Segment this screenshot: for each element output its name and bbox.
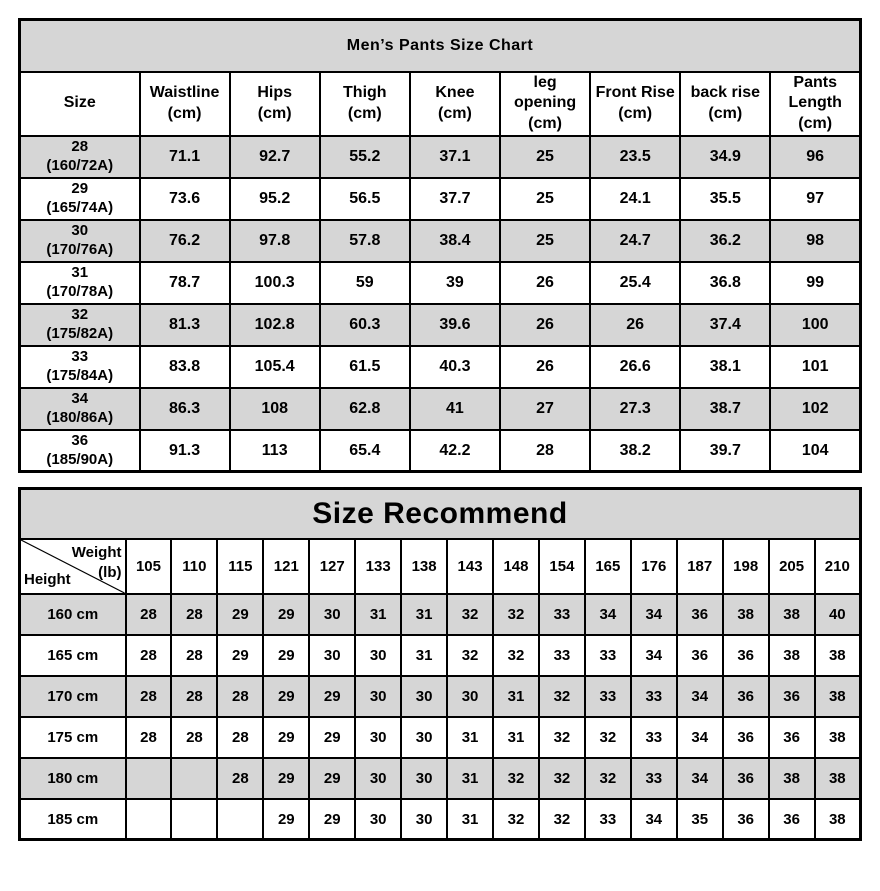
recommend-size-cell: 30 <box>355 676 401 717</box>
recommend-size-cell: 40 <box>815 594 861 635</box>
measurement-cell: 26 <box>500 304 590 346</box>
recommend-size-cell <box>217 799 263 840</box>
measurement-cell: 98 <box>770 220 860 262</box>
height-cell: 165 cm <box>20 635 126 676</box>
recommend-size-cell: 36 <box>723 717 769 758</box>
measurement-cell: 34.9 <box>680 136 770 178</box>
recommend-size-cell: 32 <box>493 635 539 676</box>
weight-header-cell: 165 <box>585 539 631 594</box>
recommend-size-cell: 33 <box>585 676 631 717</box>
measurement-cell: 35.5 <box>680 178 770 220</box>
weight-header-cell: 205 <box>769 539 815 594</box>
measurement-cell: 61.5 <box>320 346 410 388</box>
recommend-size-cell: 28 <box>217 676 263 717</box>
size-label: 31 <box>71 264 89 282</box>
height-axis-label: Height <box>24 570 71 588</box>
measurement-cell: 71.1 <box>140 136 230 178</box>
recommend-size-cell: 32 <box>493 799 539 840</box>
recommend-size-cell: 29 <box>309 717 355 758</box>
measurement-cell: 108 <box>230 388 320 430</box>
recommend-size-cell: 32 <box>493 594 539 635</box>
weight-label-text: Weight <box>71 543 122 561</box>
recommend-size-cell: 36 <box>769 676 815 717</box>
weight-header-cell: 110 <box>171 539 217 594</box>
column-header <box>590 72 680 136</box>
weight-axis-label <box>72 543 122 584</box>
recommend-size-cell: 30 <box>309 635 355 676</box>
measurement-cell: 36.2 <box>680 220 770 262</box>
measurement-cell: 38.1 <box>680 346 770 388</box>
column-label: leg opening <box>513 73 577 112</box>
measurement-cell: 104 <box>770 430 860 472</box>
fit-label: (175/82A) <box>46 324 114 342</box>
column-label: Waistline <box>149 83 220 101</box>
recommend-size-cell: 28 <box>217 717 263 758</box>
column-label: Front Rise <box>595 83 675 101</box>
size-cell <box>20 388 140 430</box>
fit-label: (160/72A) <box>46 156 114 174</box>
measurement-cell: 26 <box>590 304 680 346</box>
recommend-size-cell: 29 <box>217 594 263 635</box>
measurement-cell: 26 <box>500 262 590 304</box>
measurement-cell: 105.4 <box>230 346 320 388</box>
measurement-cell: 23.5 <box>590 136 680 178</box>
weight-unit-text: (lb) <box>98 564 122 582</box>
recommend-size-cell: 30 <box>401 799 447 840</box>
recommend-size-cell <box>171 799 217 840</box>
size-chart-row <box>20 430 861 472</box>
weight-header-cell: 115 <box>217 539 263 594</box>
recommend-row <box>20 594 861 635</box>
recommend-size-cell: 28 <box>171 594 217 635</box>
size-recommend-table <box>18 487 862 841</box>
recommend-size-cell: 29 <box>263 717 309 758</box>
measurement-cell: 38.2 <box>590 430 680 472</box>
size-chart-header-row <box>20 72 861 136</box>
recommend-size-cell: 28 <box>217 758 263 799</box>
size-cell <box>20 304 140 346</box>
measurement-cell: 91.3 <box>140 430 230 472</box>
measurement-cell: 62.8 <box>320 388 410 430</box>
size-chart-row <box>20 136 861 178</box>
measurement-cell: 96 <box>770 136 860 178</box>
weight-header-cell: 187 <box>677 539 723 594</box>
measurement-cell: 81.3 <box>140 304 230 346</box>
measurement-cell: 24.7 <box>590 220 680 262</box>
recommend-size-cell: 32 <box>447 594 493 635</box>
column-unit: (cm) <box>257 104 292 122</box>
measurement-cell: 37.7 <box>410 178 500 220</box>
recommend-size-cell: 29 <box>263 635 309 676</box>
size-cell <box>20 178 140 220</box>
recommend-row <box>20 758 861 799</box>
measurement-cell: 73.6 <box>140 178 230 220</box>
recommend-size-cell: 30 <box>355 758 401 799</box>
column-label: Size <box>63 94 96 112</box>
measurement-cell: 57.8 <box>320 220 410 262</box>
recommend-size-cell: 31 <box>401 594 447 635</box>
fit-label: (170/78A) <box>46 282 114 300</box>
column-unit: (cm) <box>618 104 653 122</box>
weight-header-cell: 143 <box>447 539 493 594</box>
recommend-size-cell: 28 <box>171 635 217 676</box>
measurement-cell: 100.3 <box>230 262 320 304</box>
recommend-size-cell: 38 <box>769 758 815 799</box>
recommend-size-cell: 30 <box>355 717 401 758</box>
measurement-cell: 28 <box>500 430 590 472</box>
recommend-size-cell: 36 <box>723 799 769 840</box>
column-unit: (cm) <box>798 115 833 133</box>
recommend-size-cell: 33 <box>631 676 677 717</box>
size-chart-row <box>20 220 861 262</box>
column-header <box>500 72 590 136</box>
column-unit: (cm) <box>347 104 382 122</box>
recommend-size-cell: 36 <box>769 799 815 840</box>
measurement-cell: 26.6 <box>590 346 680 388</box>
recommend-size-cell: 36 <box>723 635 769 676</box>
recommend-size-cell: 35 <box>677 799 723 840</box>
recommend-size-cell: 28 <box>126 635 172 676</box>
size-cell <box>20 262 140 304</box>
measurement-cell: 65.4 <box>320 430 410 472</box>
recommend-size-cell: 30 <box>401 717 447 758</box>
recommend-size-cell: 30 <box>355 635 401 676</box>
fit-label: (180/86A) <box>46 408 114 426</box>
recommend-size-cell: 34 <box>631 799 677 840</box>
recommend-row <box>20 799 861 840</box>
size-label: 34 <box>71 390 89 408</box>
column-header <box>770 72 860 136</box>
recommend-size-cell: 32 <box>447 635 493 676</box>
weight-header-cell: 210 <box>815 539 861 594</box>
weight-header-cell: 154 <box>539 539 585 594</box>
size-chart-title: Men’s Pants Size Chart <box>20 20 861 72</box>
recommend-size-cell: 28 <box>126 676 172 717</box>
recommend-size-cell <box>126 758 172 799</box>
recommend-size-cell: 36 <box>677 594 723 635</box>
column-unit: (cm) <box>708 104 743 122</box>
column-unit: (cm) <box>167 104 202 122</box>
fit-label: (170/76A) <box>46 240 114 258</box>
measurement-cell: 42.2 <box>410 430 500 472</box>
recommend-size-cell: 29 <box>263 758 309 799</box>
recommend-title-row <box>20 489 861 539</box>
recommend-size-cell: 29 <box>263 594 309 635</box>
recommend-size-cell: 38 <box>723 594 769 635</box>
recommend-size-cell: 31 <box>447 758 493 799</box>
recommend-size-cell: 34 <box>585 594 631 635</box>
size-label: 36 <box>71 431 89 449</box>
measurement-cell: 102.8 <box>230 304 320 346</box>
measurement-cell: 38.7 <box>680 388 770 430</box>
measurement-cell: 55.2 <box>320 136 410 178</box>
size-chart-row <box>20 178 861 220</box>
recommend-size-cell: 32 <box>493 758 539 799</box>
size-cell <box>20 220 140 262</box>
weight-header-cell: 176 <box>631 539 677 594</box>
recommend-size-cell: 32 <box>585 758 631 799</box>
measurement-cell: 95.2 <box>230 178 320 220</box>
recommend-size-cell: 38 <box>815 758 861 799</box>
measurement-cell: 39.7 <box>680 430 770 472</box>
column-label: Pants Length <box>788 73 842 112</box>
weight-header-cell: 138 <box>401 539 447 594</box>
measurement-cell: 27.3 <box>590 388 680 430</box>
measurement-cell: 25 <box>500 220 590 262</box>
measurement-cell: 40.3 <box>410 346 500 388</box>
recommend-size-cell: 30 <box>355 799 401 840</box>
recommend-size-cell: 38 <box>815 635 861 676</box>
height-cell: 180 cm <box>20 758 126 799</box>
recommend-size-cell: 31 <box>493 676 539 717</box>
measurement-cell: 36.8 <box>680 262 770 304</box>
size-label: 29 <box>71 180 89 198</box>
measurement-cell: 25 <box>500 136 590 178</box>
recommend-row <box>20 635 861 676</box>
measurement-cell: 97.8 <box>230 220 320 262</box>
recommend-size-cell: 31 <box>447 717 493 758</box>
column-header <box>680 72 770 136</box>
column-unit: (cm) <box>528 115 562 133</box>
fit-label: (165/74A) <box>46 198 114 216</box>
measurement-cell: 26 <box>500 346 590 388</box>
recommend-size-cell: 28 <box>126 717 172 758</box>
size-cell <box>20 346 140 388</box>
recommend-size-cell: 33 <box>631 717 677 758</box>
size-chart-row <box>20 262 861 304</box>
weight-header-cell: 198 <box>723 539 769 594</box>
height-cell: 170 cm <box>20 676 126 717</box>
measurement-cell: 92.7 <box>230 136 320 178</box>
column-label: back rise <box>690 83 760 101</box>
recommend-title: Size Recommend <box>20 489 861 539</box>
recommend-size-cell: 38 <box>815 676 861 717</box>
recommend-size-cell: 33 <box>539 594 585 635</box>
column-unit: (cm) <box>438 104 472 122</box>
recommend-size-cell: 28 <box>171 676 217 717</box>
corner-cell <box>20 539 126 594</box>
height-cell: 175 cm <box>20 717 126 758</box>
recommend-size-cell: 30 <box>309 594 355 635</box>
height-cell: 185 cm <box>20 799 126 840</box>
measurement-cell: 27 <box>500 388 590 430</box>
measurement-cell: 76.2 <box>140 220 230 262</box>
recommend-size-cell: 29 <box>217 635 263 676</box>
size-chart-row <box>20 388 861 430</box>
measurement-cell: 56.5 <box>320 178 410 220</box>
recommend-size-cell: 32 <box>585 717 631 758</box>
recommend-size-cell: 33 <box>631 758 677 799</box>
size-cell <box>20 430 140 472</box>
measurement-cell: 39.6 <box>410 304 500 346</box>
weight-header-cell: 148 <box>493 539 539 594</box>
measurement-cell: 59 <box>320 262 410 304</box>
measurement-cell: 99 <box>770 262 860 304</box>
recommend-size-cell: 29 <box>263 676 309 717</box>
recommend-size-cell: 34 <box>677 758 723 799</box>
recommend-size-cell: 30 <box>401 758 447 799</box>
recommend-size-cell: 32 <box>539 676 585 717</box>
measurement-cell: 37.4 <box>680 304 770 346</box>
recommend-size-cell: 38 <box>769 594 815 635</box>
column-header <box>20 72 140 136</box>
measurement-cell: 25.4 <box>590 262 680 304</box>
measurement-cell: 83.8 <box>140 346 230 388</box>
recommend-size-cell <box>171 758 217 799</box>
measurement-cell: 86.3 <box>140 388 230 430</box>
recommend-size-cell: 38 <box>769 635 815 676</box>
recommend-size-cell: 32 <box>539 717 585 758</box>
mens-pants-size-chart-table <box>18 18 862 473</box>
recommend-size-cell: 29 <box>309 799 355 840</box>
measurement-cell: 60.3 <box>320 304 410 346</box>
measurement-cell: 102 <box>770 388 860 430</box>
recommend-size-cell: 28 <box>171 717 217 758</box>
column-header <box>320 72 410 136</box>
recommend-size-cell: 34 <box>677 717 723 758</box>
recommend-size-cell: 30 <box>447 676 493 717</box>
measurement-cell: 113 <box>230 430 320 472</box>
measurement-cell: 38.4 <box>410 220 500 262</box>
column-header <box>230 72 320 136</box>
size-label: 32 <box>71 306 89 324</box>
column-label: Knee <box>435 83 475 101</box>
size-cell <box>20 136 140 178</box>
recommend-size-cell: 36 <box>723 758 769 799</box>
recommend-size-cell: 38 <box>815 799 861 840</box>
recommend-size-cell: 33 <box>585 799 631 840</box>
fit-label: (175/84A) <box>46 366 114 384</box>
recommend-size-cell: 30 <box>401 676 447 717</box>
recommend-size-cell: 34 <box>631 594 677 635</box>
weight-header-cell: 121 <box>263 539 309 594</box>
recommend-size-cell: 29 <box>309 758 355 799</box>
size-label: 30 <box>71 222 89 240</box>
recommend-size-cell: 31 <box>355 594 401 635</box>
measurement-cell: 101 <box>770 346 860 388</box>
recommend-size-cell: 34 <box>677 676 723 717</box>
measurement-cell: 78.7 <box>140 262 230 304</box>
measurement-cell: 41 <box>410 388 500 430</box>
recommend-header-row <box>20 539 861 594</box>
measurement-cell: 97 <box>770 178 860 220</box>
recommend-size-cell <box>126 799 172 840</box>
column-header <box>140 72 230 136</box>
measurement-cell: 25 <box>500 178 590 220</box>
recommend-size-cell: 31 <box>447 799 493 840</box>
recommend-size-cell: 38 <box>815 717 861 758</box>
recommend-row <box>20 717 861 758</box>
recommend-size-cell: 32 <box>539 799 585 840</box>
column-header <box>410 72 500 136</box>
size-chart-title-row <box>20 20 861 72</box>
column-label: Thigh <box>343 83 387 101</box>
height-cell: 160 cm <box>20 594 126 635</box>
size-chart-row <box>20 304 861 346</box>
recommend-size-cell: 33 <box>539 635 585 676</box>
measurement-cell: 24.1 <box>590 178 680 220</box>
recommend-size-cell: 31 <box>401 635 447 676</box>
recommend-size-cell: 29 <box>263 799 309 840</box>
recommend-size-cell: 31 <box>493 717 539 758</box>
table-gap <box>18 473 862 487</box>
recommend-size-cell: 36 <box>723 676 769 717</box>
weight-header-cell: 105 <box>126 539 172 594</box>
measurement-cell: 100 <box>770 304 860 346</box>
recommend-size-cell: 34 <box>631 635 677 676</box>
weight-header-cell: 133 <box>355 539 401 594</box>
recommend-row <box>20 676 861 717</box>
recommend-size-cell: 36 <box>769 717 815 758</box>
size-label: 33 <box>71 348 89 366</box>
weight-header-cell: 127 <box>309 539 355 594</box>
size-chart-row <box>20 346 861 388</box>
recommend-size-cell: 29 <box>309 676 355 717</box>
fit-label: (185/90A) <box>46 450 114 468</box>
recommend-size-cell: 33 <box>585 635 631 676</box>
measurement-cell: 37.1 <box>410 136 500 178</box>
recommend-size-cell: 28 <box>126 594 172 635</box>
column-label: Hips <box>257 83 293 101</box>
recommend-size-cell: 36 <box>677 635 723 676</box>
measurement-cell: 39 <box>410 262 500 304</box>
size-label: 28 <box>71 138 89 156</box>
recommend-size-cell: 32 <box>539 758 585 799</box>
